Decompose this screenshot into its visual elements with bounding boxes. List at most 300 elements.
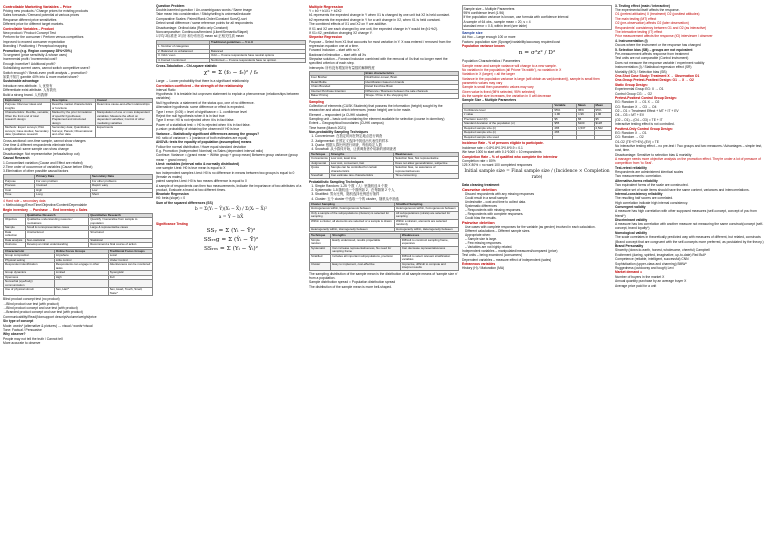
pop-variance-title: Population variance known <box>462 44 505 49</box>
table-cell: Confidence level <box>463 108 553 113</box>
table-cell: Convenience <box>311 156 328 161</box>
table-cell: $128 <box>594 122 611 127</box>
table-cell: Standard deviation of the population (σ) <box>463 122 553 127</box>
table-cell: Sex, Heart, Touch, Smell, Taste* <box>108 288 152 296</box>
table-cell: Four Brother <box>310 76 365 81</box>
text-line: Follow the normal distribution / Have equal standard deviation <box>156 144 247 149</box>
text-line: Given value is fixed (98% selected, 95% selected) <box>462 89 536 94</box>
text-line: A measure has low correlation with another measure not measuring the same construct(concept (self-concept, brand loyalty*) <box>615 222 764 231</box>
table-cell: Group dynamics <box>4 271 55 276</box>
table-cell: 465 <box>553 126 577 131</box>
table-cell: 95% <box>553 108 577 113</box>
text-line: CG: Random X → O3 → O4 <box>615 104 657 109</box>
casewise-title: Casewise deletion <box>462 186 497 192</box>
text-line: Communicability/Read(Nonsupport descript/volume/weight/price <box>3 314 97 319</box>
text-line: Variation in X (larger) = all the larger <box>462 72 515 77</box>
text-line: People may not tell the truth / Cannot tell <box>3 336 63 341</box>
table-cell: Non-statistical <box>25 238 88 243</box>
table-cell: Openness <box>4 275 55 280</box>
table-cell: Required sample size (n) <box>463 126 553 131</box>
text-line: New product / Product Concept Test <box>3 31 56 36</box>
table-cell: Homogeneous within, heterogeneous between <box>310 207 395 212</box>
text-line: Pre-measurement affects response from treatment <box>615 52 689 56</box>
text-line: Type I error: (0.05) = level of significance = 1- confidence level <box>156 109 247 114</box>
table-cell: Sex, Hair* <box>54 288 108 296</box>
table-header: Strengths <box>331 234 401 239</box>
text-line: 2.Time order of occurrence of variables (Cause before Effect) <box>3 164 93 169</box>
table-cell: Synergistic <box>108 271 152 276</box>
text-line: Sample is small then parametric values may vary <box>462 85 534 90</box>
chi-square-formula: χ² = Σ (f₀ − fₑ)² / fₑ <box>203 70 259 77</box>
text-line: Prior measurement affects the response (IO) interviewer / observer <box>615 34 713 39</box>
table-cell: Low <box>91 188 153 193</box>
initial-sample-formula: Initial sample size = Final sample size / (Incidence × Completion rate) <box>464 169 610 181</box>
list-item: 4. Snowball: 从小群体开始，让被调查者介绍新的被调查者 <box>315 147 459 151</box>
bullet-item: Undesirable – cost and time to collect data. <box>465 199 526 204</box>
text-line: Response different price sensitivities <box>3 17 57 22</box>
text-line: Incremental profit / Incremental cost? <box>3 57 58 62</box>
text-line: Incidence Rate - % of persons eligible to participate. <box>462 141 544 146</box>
table-cell: For other problems <box>91 179 153 184</box>
table-cell: Small & nonrepresentative cases <box>25 226 88 231</box>
text-line: Instrumentation (I) / Statistical regression effect (SR) <box>615 65 692 70</box>
bullet-item: Systematic differences <box>465 203 498 208</box>
text-line: EG: Random X → O1 X → O2 <box>615 100 660 105</box>
table-cell: Long <box>35 193 91 198</box>
table-cell: Selection bias, no assurance of representativeness <box>394 166 459 174</box>
table-cell: Odd — If some respondents have neutral options <box>210 54 306 59</box>
text-line: One-Group Pretest-Posttest Design: O1 → X → O2 <box>615 78 694 83</box>
text-line: Interval Ratio <box>156 87 176 92</box>
text-line: If X1 and X2 are each changed by one unit, the expected change in Y would be (b1+b2). <box>309 26 438 31</box>
table-cell: Recommend a final course of action <box>89 243 153 248</box>
text-line: Sincerity (down-to-earth, honest, wholesome, cheerful) Campbell <box>615 248 710 253</box>
text-line: Discriminant validity <box>615 217 648 222</box>
text-line: One-Shot Case Study: Treatment X → Observation O1 <box>615 73 700 78</box>
text-line: H0: ratio of variance < 1 (variance of both estimates are equal) <box>156 135 248 140</box>
text-line: Annual quantity purchase by an average buyer X <box>615 279 687 284</box>
table-cell: Sample can be controlled for certain characteristics <box>329 166 393 174</box>
text-line: Internal-consistency reliability <box>615 191 663 196</box>
table-cell: Purpose: Discover ideas and insights <box>4 103 51 111</box>
column-5 <box>615 4 765 539</box>
text-line: Mode: words* (alternative & pictures) ↔ visual / words+visual <box>3 323 93 328</box>
table-cell: $5 <box>577 117 594 122</box>
text-line: (O2 – O1) – (O4 – O3) = TE + IT <box>615 117 663 122</box>
table-cell: High <box>35 188 91 193</box>
table-cell: Low cost, least time <box>329 157 393 162</box>
table-header: Stratified Sampling <box>395 202 459 207</box>
text-line: Market demand = <box>615 270 643 275</box>
column-1 <box>3 4 153 539</box>
text-line: Alternative set of scale items should have the same content, variances and intercorrelations. <box>615 187 750 192</box>
table-cell: $5 <box>594 117 611 122</box>
table-header: Primary Data <box>35 175 91 180</box>
text-line: Cross-sectional: one-time sample, cannot show changes <box>3 138 86 143</box>
table-cell: Anywhere <box>54 254 108 259</box>
text-line: Double-barreled question / Un-unambiguous words / Same image <box>156 8 252 13</box>
text-line: Subsidizing current users, cannot switch competitive users? <box>3 66 91 71</box>
table-cell: Distribution-Linear, Brain <box>364 76 458 81</box>
text-line: If X1=X2, prediction changing X2 change Y. <box>309 31 373 36</box>
table-header: Exploratory <box>4 98 51 103</box>
text-line: →Branded product concept and use test (with product) <box>3 310 83 315</box>
text-line: Pretest-Posttest Control Group Design: <box>615 95 677 100</box>
table-header: Descriptive <box>50 98 95 103</box>
prob-technique-table <box>309 233 459 271</box>
list-item: 2. Judgemental: 在预定义选择中挑选出代表性的样本 <box>315 139 459 143</box>
text-line: Nomological validity <box>615 230 648 235</box>
text-line: If the population variance is known, use formula with confidence interval <box>463 15 569 20</box>
sample-size-formula: n = σ²z² / D² <box>518 50 556 57</box>
table-cell: Homogeneity within, Heterogeneity between <box>395 227 459 232</box>
text-line: Differentiate exist attribute. 人有我优 <box>3 88 57 93</box>
table-cell: Within a cluster, all elements are selected or a sample is drawn <box>310 219 395 227</box>
table-header: Mean <box>594 104 611 109</box>
text-line: Disadvantage: Ordinal data (Ratio only Constant) <box>156 25 228 30</box>
text-line: b1 represents the expected change in Y when X1 is changed by one unit but X2 is held constant. <box>309 13 451 18</box>
text-line: EG: Random X → O1 <box>615 131 647 136</box>
bullet-item: – Few missing responses. <box>465 240 502 245</box>
text-line: To segment (price sensitivity & whose uses) <box>3 52 67 57</box>
table-cell: Describe market characteristics or functions <box>50 103 95 111</box>
table-cell: Process <box>4 184 35 189</box>
text-line: →Blind product concept and use test (with product) <box>3 306 78 311</box>
table-cell: All subpopulations (strata) are selected for sampling <box>395 211 459 219</box>
text-line: Time frame (March 2021) <box>309 125 347 130</box>
table-header: Characteristic <box>4 249 55 254</box>
text-line: O2 (pre-observation) affects O2 (later observation) <box>615 21 689 26</box>
list-item: 3. Stratified: 男女比例，随机选择比例进行抽样 <box>315 192 459 196</box>
text-line: Forward Inclusion – start with no X <box>309 48 360 53</box>
casewise-slide <box>462 187 612 220</box>
table-cell: Difficult to select relevant stratification variables <box>400 254 458 262</box>
col1-lines2 <box>3 139 153 174</box>
text-line: History (H) / Maturation (MA) <box>462 266 505 271</box>
text-line: Power of a statistical test: = H0 is rejected when it is in fact false. <box>156 122 251 127</box>
text-line: Take mean into consideration / Sticky/selling is universal/educate <box>156 12 251 17</box>
table-cell: Quota <box>310 166 330 174</box>
table-header: Brain characteristics <box>364 71 458 76</box>
text-line: Ruggedness (outdoorsy and tough) Levi <box>615 265 674 270</box>
table-cell: 1. Number of categories <box>157 45 210 50</box>
text-line: Backward elimination – start with all Xs <box>309 52 366 57</box>
table-cell: Identification based on brands <box>364 80 458 85</box>
text-line: Number of buyers in the market X <box>615 274 665 279</box>
table-header: Technique <box>310 234 331 239</box>
text-line: Variance – Statistically significant differences among the groups? <box>156 131 260 136</box>
text-line: O1-O2 (TE+IT+EV)-(EV) = TE <box>615 139 659 144</box>
multi-param-title: Sample Size – Multiple Parameters <box>462 98 517 103</box>
text-line: Tone: Factual / Persuasive <box>3 328 42 333</box>
table-cell: Balanced <box>210 49 306 54</box>
text-line: Average price paid for a unit <box>615 283 657 288</box>
text-line: As the sample size increases, the variation in X will decrease <box>462 93 552 98</box>
table-cell: Outcome <box>4 243 26 248</box>
table-cell: 2,522 <box>594 126 611 131</box>
text-line: Incidence rate = 0.8*0.8*0.3*0.6*0.9 = 0.1 <box>462 145 523 150</box>
table-cell: Selection bias, Not representative <box>394 157 459 162</box>
section-title-price: Controllable Marketing Variables – Price <box>3 4 72 9</box>
text-line: Sophistication (upper-class and charming) BMW* <box>615 261 687 266</box>
text-line: Introduce new attribute. 入 优势有 <box>3 83 53 88</box>
table-cell: Large & representative cases <box>89 226 153 231</box>
table-cell: Characteristics: Flexible, versatile; Often the front end of total research design <box>4 111 51 126</box>
table-header: Traditional Focus Groups <box>108 249 152 254</box>
text-line: Build a strong brand. 人有我牌 <box>3 92 48 97</box>
col1-lines4 <box>3 297 153 345</box>
table-cell: Determine cause-and-effect relationships <box>96 103 153 111</box>
bullet-item: Different calculations – Different sample sizes. <box>465 228 531 233</box>
text-line: Test-retest reliability <box>615 165 648 170</box>
table-cell: Structured <box>89 230 153 238</box>
table-cell: Qualitative understanding reasons / motivations <box>25 218 88 226</box>
table-header: Mean <box>577 104 594 109</box>
bullet-item: Discard respondents with any missing responses <box>465 191 535 196</box>
text-line: Sample size – Multiple Parameters <box>463 6 515 11</box>
table-cell: Local <box>108 254 152 259</box>
text-line: Sample mean and sample variance will change to a new sample. <box>462 63 557 68</box>
text-line: b2 represents the expected change in Y for a unit change in X2, when X1 is held constant. <box>309 17 441 22</box>
table-cell: Little control <box>54 258 108 263</box>
text-line: Hypothesis: It is testable but unproven statement to explain a phenomenon (relationships between variables) <box>156 92 300 101</box>
qual-quant-table <box>3 213 153 248</box>
section-title-multiple-regression: Multiple Regression <box>309 4 344 9</box>
table-cell: Attentiveness can be monitored <box>108 263 152 271</box>
text-line: O4 – O3 = MT + EV <box>615 113 645 118</box>
bullet-item: Could bias the results. <box>465 215 497 220</box>
text-line: t-test: variables (interval ratio & normally distributed) <box>156 161 240 166</box>
table-cell: Required sample size (n) <box>463 131 553 136</box>
text-line: Alternative-forms reliability <box>615 178 658 183</box>
table-cell: Objective <box>4 218 26 226</box>
table-cell: Experiments <box>96 126 153 138</box>
table-header: Weaknesses <box>400 234 458 239</box>
table-header: Online Focus Groups <box>54 249 108 254</box>
table-cell: 3. Odd / even <box>157 54 210 59</box>
text-line: Begin inventory → Purchase → End inventory = Sales <box>3 207 88 212</box>
text-line: The main testing (MT) effect <box>615 16 657 21</box>
table-cell: Involved <box>35 184 91 189</box>
table-cell <box>594 135 611 140</box>
text-line: paired samples t-test: H0 is two means difference is equal to 0 <box>156 179 247 184</box>
text-line: Comparative Scales: Paired/Rank Order/Constant Sum/Q-sort <box>156 16 247 21</box>
table-cell: Data collection <box>4 230 26 238</box>
text-line: High correlation indicate high internal consistency. <box>615 200 689 205</box>
bullet-item: Appropriate when: <box>465 232 491 237</box>
text-line: Probabilistic Sampling Techniques <box>309 179 364 184</box>
text-line: Switch enough? / Break-even profit analysis – promotion? <box>3 70 88 75</box>
table-header: Traditional guidelines — 5 to 9 <box>210 40 306 45</box>
table-cell: Retail franchise Brain <box>364 85 458 90</box>
list-item: 1. Convenience: 在指定时间在特定地点进行调查 <box>315 134 459 138</box>
pairwise-slide <box>462 220 612 249</box>
text-line: 4 Hard rule – secondary data <box>3 198 46 203</box>
text-line: Large → Lower probability that there is a significant relationship <box>156 79 249 84</box>
table-cell: Marked by the prior formulation of specific hypotheses; Preplanned and structured design <box>50 111 95 126</box>
text-line: Excitement (daring, spirited, imaginative, up-to-date) Red Bull* <box>615 252 707 257</box>
table-cell: Limited <box>54 271 108 276</box>
subheading-sampling: Sampling <box>309 99 324 104</box>
table-cell: Methods: Expert surveys; Pilot surveys; Case studies; Secondary data; Qualitative research <box>5 125 49 137</box>
text-line: Six type of concept <box>3 319 34 324</box>
text-line: Extraneous variables <box>462 261 496 266</box>
text-line: Control Group CG: → O2 <box>615 91 653 96</box>
table-cell: Cluster <box>310 262 331 270</box>
table-cell: 4. Forced / nonforced <box>157 58 210 63</box>
text-line: Independent variables – manipulated/measured/compared (price) <box>462 248 558 253</box>
table-cell: $100 <box>577 122 594 127</box>
ssreg-formula: SSᵣₑg = Σ (Ŷᵢ − Ȳ)² <box>203 237 259 244</box>
table-cell: Retail Bottle <box>310 80 365 85</box>
text-line: Different price for different target markets. <box>3 22 64 27</box>
table-cell: Full <box>108 275 152 280</box>
text-line: We have 1000 to start with 0.1*1000 = 10 respondents <box>462 150 542 155</box>
text-line: Y = b0 + b1X1 + b2X2 <box>309 9 342 14</box>
bullet-item: Could result in a small sample <box>465 195 508 200</box>
table-cell: 95% <box>594 108 611 113</box>
table-cell: 465 <box>553 131 577 136</box>
text-line: O1 (pretest attitudes) X (treatment) O2 (posttest attitudes) <box>615 12 700 17</box>
text-line: Disadvantage: Not representative (refusals/drop out) <box>3 151 80 156</box>
text-line: Element – respondent (a CUHK student) <box>309 112 369 117</box>
text-line: 95% confidence level (1.96) <box>463 10 505 15</box>
table-cell: Low cost, convenient, fast <box>329 161 393 166</box>
table-cell: Can decrease representativeness <box>400 246 458 254</box>
text-line: Convergent validity <box>615 205 646 210</box>
text-line: Correlation coefficient – the strength of the relationship <box>156 83 244 88</box>
table-header: Weaknesses <box>394 152 459 157</box>
subheading-product: Controllable Variables – Product <box>3 26 54 31</box>
text-line: Extent – Geographical boundaries (CUHK campus) <box>309 121 384 126</box>
text-line: Experimental Group EG: X → O1 <box>615 87 664 92</box>
research-design-table <box>3 98 153 138</box>
text-line: Reject the null hypothesis when it is in fact true <box>156 113 225 118</box>
text-line: one sample t-test: H0 is true mean is equal to X <box>156 166 226 171</box>
table-cell: Cost <box>4 188 35 193</box>
text-line: Mortality (MO) / Selection bias (SB) <box>615 69 667 74</box>
table-cell: Time-consuming <box>394 174 459 179</box>
text-line: Completion Rate – % of qualified who complete the interview <box>462 154 558 159</box>
table-cell: Quantify / Generalise from sample to population <box>89 218 153 226</box>
table-header: Cluster Sampling <box>310 202 395 207</box>
table-header: Technique <box>310 152 330 157</box>
text-line: →Blind product use test (with product) <box>3 301 59 306</box>
text-line: Sample distribution spread = Population distribution spread <box>309 280 396 285</box>
text-line: Collection of elements (CUSK Students) that possess the information (height) sought by the researcher and about which inferences (mean height) are to be made. <box>309 104 443 113</box>
text-line: A sample of respondents can then two measurements, Indicate the importance of two attributes of a product, Evaluate a brand at two different times. <box>156 183 302 192</box>
table-cell: 1.96 <box>594 113 611 118</box>
text-line: The interactive testing (IT) effect <box>615 30 663 35</box>
text-line: Population Characteristics / Parameters <box>462 59 521 64</box>
pairwise-title: Pairwise deletion <box>462 219 495 225</box>
table-cell: Group composition <box>4 254 55 259</box>
table-cell: z value <box>463 113 553 118</box>
text-line: Two equivalent forms of the scale are constructed. <box>615 183 689 188</box>
significance-title: Significance Testing <box>156 222 188 227</box>
text-line: The resulting half scores are correlated. <box>615 196 674 201</box>
text-line: Completion rate = 80% <box>462 158 496 163</box>
text-line: Does not measure the response variable / experiment validity <box>615 60 705 65</box>
table-cell: Chain Branded <box>310 85 365 90</box>
text-line: Bivariate Regression <box>156 192 189 197</box>
text-line: Sales forecasts / Demand potential at various prices <box>3 13 80 18</box>
table-cell <box>577 135 594 140</box>
table-cell: Easy to implement, cost-effective <box>331 262 401 270</box>
text-line: Why observe? <box>3 332 26 337</box>
table-cell: Judgmental <box>310 161 330 166</box>
text-line: Promotion (e.g. Region company 35%+20%) <box>3 48 72 53</box>
text-line: Intercepts: 所有没有增加所有量数的解释程度 <box>309 65 375 70</box>
col1-lines3 <box>3 199 153 212</box>
table-cell: Rapid / easy <box>91 184 153 189</box>
text-line: The distribution of the sample mean is more bell-shaped. <box>309 284 393 289</box>
table-cell: Heterogeneity within, Homogeneity between <box>310 227 395 232</box>
text-line: Pricing new products / Change prices for existing products <box>3 9 89 14</box>
text-line: Null hypothesis: a statement of the status quo, one of no difference. <box>156 100 255 105</box>
brain-characteristics-table <box>309 71 459 99</box>
text-line: 4. Instrumentation (I) <box>615 38 648 43</box>
text-line: 如果不知打 gamble 40% into & more market share? <box>3 74 79 79</box>
text-line: Occurs where the instrument or the response has changed <box>615 43 701 48</box>
text-line: A manager needs more objective analysis on the promotion effect. They're under a lot of pressure of competition from 'to Seal'. <box>615 157 761 166</box>
table-cell: Use of physical stimuli <box>4 288 55 296</box>
table-cell: Under Control <box>108 258 152 263</box>
text-line: Stepwise Regression <box>309 35 343 40</box>
table-header: Strengths <box>329 152 393 157</box>
table-cell: Unstructured <box>25 230 88 238</box>
bullet-item: – Respondents with complete responses. <box>465 211 524 216</box>
table-cell: Respondent identification <box>4 263 55 271</box>
text-line: A sample of 64 obs., sample mean = 20, s = 4 <box>463 19 531 24</box>
bullet-item: – Respondents with missing responses. <box>465 207 522 212</box>
table-cell: Precision level (D) <box>463 117 553 122</box>
list-item: 2. Systematic: 1-5 随机选一个数例如 2，在每隔第 2 个人 <box>315 188 459 192</box>
bullet-item: Use cases with complete responses for the variable (as gender) involved in each calculation. <box>465 224 596 229</box>
text-line: Two measurements: correlation. <box>615 174 662 179</box>
text-line: Variance in the population variance is large (will obtain as var(dominant)), sample is small then parametric values may vary <box>462 76 600 85</box>
table-cell: Secondary data; Quantitative; Surveys; Panels; Observational and other data <box>50 126 95 138</box>
table-cell: For own problem <box>35 179 91 184</box>
text-line: Type II error: H0 is not rejected when it is in fact false. <box>156 118 235 123</box>
table-cell: Internet Purchase Intention <box>310 89 365 94</box>
text-line: Dependent variables – measure effect of independent (sales) <box>462 257 552 262</box>
table-cell: Baker Pricing <box>310 94 365 99</box>
text-line: One time & different respondents eliminate bias <box>3 142 73 147</box>
table-cell: Can increase representativeness, No need for sampling frame <box>331 246 401 254</box>
text-line: Competence (reliable, intelligent, successful) CNN <box>615 257 689 262</box>
table-cell: Heterogeneous within, homogeneous between <box>395 207 459 212</box>
text-line: Blind product concept test (no product) <box>3 297 60 302</box>
text-line: Non-probability Sampling Techniques <box>309 130 369 135</box>
bullet-item: – Sample size is large. <box>465 236 498 241</box>
table-header: Qualitative Research <box>25 213 88 218</box>
table-cell: Stratified <box>310 254 331 262</box>
sample-size-note-box <box>462 5 612 30</box>
text-line: Continue: Variance = (grand mean − Within group + group mean) Between group variance (group mean − grand mean) <box>156 153 298 162</box>
text-line: Posttest-Only Control Group Design: <box>615 126 673 131</box>
text-line: The combined effects of X1 and X2 on Y are additive. <box>309 22 387 27</box>
table-header: Causal <box>96 98 153 103</box>
text-line: Detect small difference / same reference points for all respondents <box>156 21 253 26</box>
nonprob-table <box>309 152 459 179</box>
table-header: Quantitative Research <box>89 213 153 218</box>
text-line: Improved to exceed consumer expectation <box>3 39 66 44</box>
table-cell: Physical setting <box>4 258 55 263</box>
table-cell: Difference / Business between the sale channels <box>364 89 458 94</box>
cross-tab-title: Cross-Tabulation – Chi-square statistic <box>156 64 218 69</box>
table-cell: Time <box>4 193 35 198</box>
